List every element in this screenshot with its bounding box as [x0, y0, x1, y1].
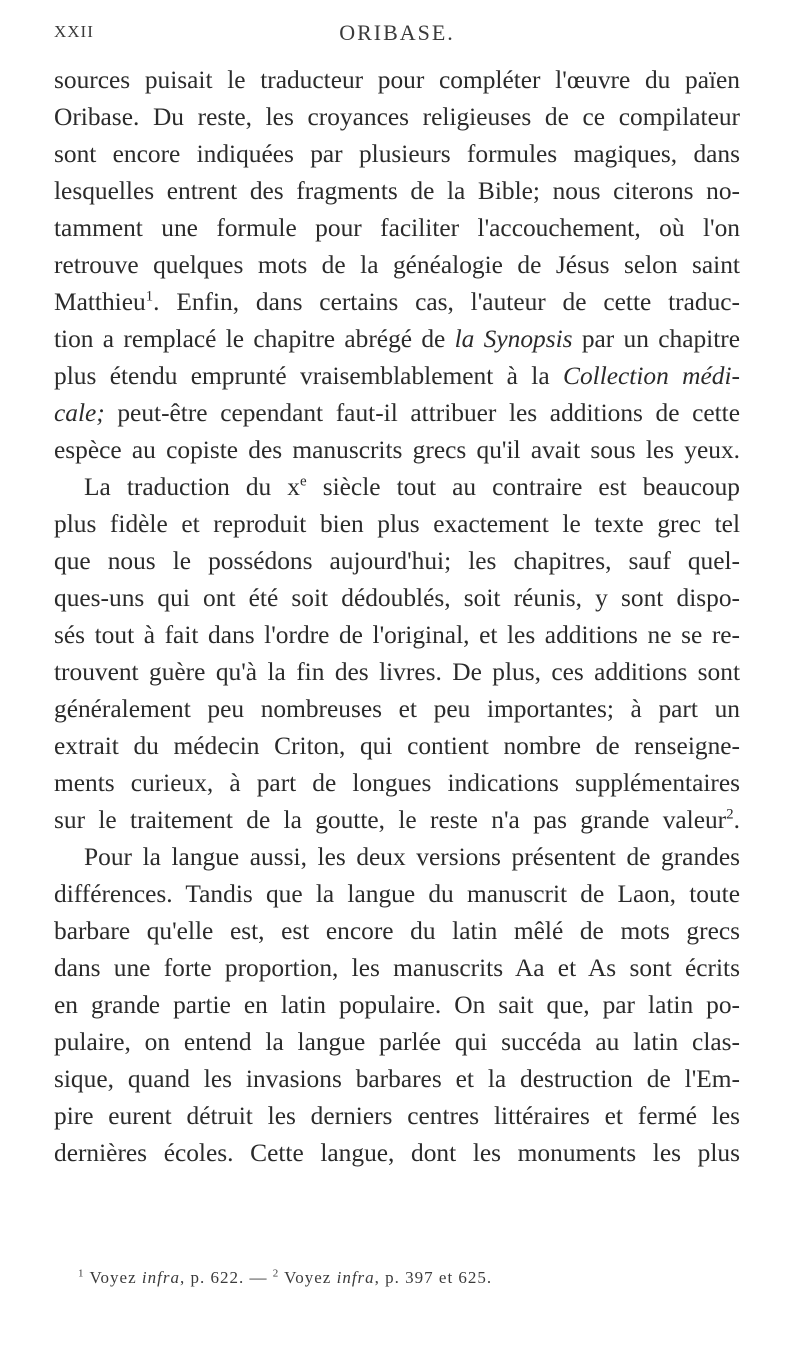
footnote-mark: 1 — [78, 1267, 85, 1280]
text-line: espèce au copiste des manuscrits grecs qu'il avait sous les yeux. — [54, 436, 740, 464]
text-line — [54, 284, 740, 321]
footnote-text: , p. 397 et 625. — [374, 1268, 493, 1287]
text-line: Pour la langue aussi, les deux versions présentent de grandes — [84, 843, 740, 871]
text-line: sources puisait le traducteur pour compléter l'œuvre du païen — [54, 66, 740, 94]
text-line: ments curieux, à part de longues indications supplémentaires — [54, 769, 740, 797]
superscript: e — [299, 473, 307, 490]
text-run: . Enfin, dans certains cas, l'auteur de cette traduc- — [153, 288, 740, 316]
italic-title: cale; — [54, 399, 105, 427]
text-run: La traduction du x — [84, 473, 300, 501]
text-line: trouvent guère qu'à la fin des livres. De plus, ces additions sont — [54, 658, 740, 686]
text-run: tion a remplacé le chapitre abrégé de — [54, 325, 455, 353]
text-line: Oribase. Du reste, les croyances religieuses de ce compilateur — [54, 103, 740, 131]
footnote-text: Voyez — [284, 1268, 337, 1287]
text-line — [54, 358, 740, 395]
text-line: dernières écoles. Cette langue, dont les monuments les plus — [54, 1139, 740, 1167]
text-run: Matthieu — [54, 288, 146, 316]
text-line: en grande partie en latin populaire. On sait que, par latin po- — [54, 991, 740, 1019]
text-line: dans une forte proportion, les manuscrits Aa et As sont écrits — [54, 954, 740, 982]
text-line: retrouve quelques mots de la généalogie de Jésus selon saint — [54, 251, 740, 279]
text-line — [54, 469, 740, 506]
page-header — [54, 22, 740, 52]
text-run: plus étendu emprunté vraisemblablement à la — [54, 362, 564, 390]
text-line: lesquelles entrent des fragments de la Bible; nous citerons no- — [54, 177, 740, 205]
text-run: par un chapitre — [572, 325, 740, 353]
text-run: sur le traitement de la goutte, le reste n'a pas grande valeur — [54, 806, 727, 834]
text-line: pulaire, on entend la langue parlée qui succéda au latin clas- — [54, 1028, 740, 1056]
running-title: ORIBASE. — [339, 20, 455, 45]
footnotes — [78, 1268, 740, 1288]
text-line: sique, quand les invasions barbares et la destruction de l'Em- — [54, 1065, 740, 1093]
text-line — [54, 802, 740, 839]
footnote-text: , p. 622. — — [179, 1268, 273, 1287]
italic-title: Collection médi- — [563, 362, 740, 390]
text-line: extrait du médecin Criton, qui contient nombre de renseigne- — [54, 732, 740, 760]
text-line: généralement peu nombreuses et peu importantes; à part un — [54, 695, 740, 723]
text-line: sont encore indiquées par plusieurs formules magiques, dans — [54, 140, 740, 168]
text-run: . — [733, 806, 740, 834]
text-line: ques-uns qui ont été soit dédoublés, soit réunis, y sont dispo- — [54, 584, 740, 612]
text-line: différences. Tandis que la langue du manuscrit de Laon, toute — [54, 880, 740, 908]
text-line: sés tout à fait dans l'ordre de l'original, et les additions ne se re- — [54, 621, 740, 649]
folio-number: XXII — [54, 22, 94, 41]
text-line — [54, 395, 740, 432]
text-line — [54, 321, 740, 358]
text-line: que nous le possédons aujourd'hui; les chapitres, sauf quel- — [54, 547, 740, 575]
italic-title: la Synopsis — [454, 325, 573, 353]
footnote-text: Voyez — [89, 1268, 142, 1287]
footnote-italic: infra — [336, 1268, 375, 1287]
text-run: siècle tout au contraire est beaucoup — [306, 473, 740, 501]
text-run: peut-être cependant faut-il attribuer les additions de cette — [104, 399, 740, 427]
footnote-ref: 2 — [726, 806, 734, 823]
text-line: tamment une formule pour faciliter l'accouchement, où l'on — [54, 214, 740, 242]
footnote-italic: infra — [141, 1268, 180, 1287]
text-line: barbare qu'elle est, est encore du latin mêlé de mots grecs — [54, 917, 740, 945]
body-text — [54, 62, 740, 1172]
footnote-mark: 2 — [272, 1267, 280, 1280]
text-line: pire eurent détruit les derniers centres littéraires et fermé les — [54, 1102, 740, 1130]
footnote-ref: 1 — [145, 288, 154, 305]
text-line: plus fidèle et reproduit bien plus exactement le texte grec tel — [54, 510, 740, 538]
